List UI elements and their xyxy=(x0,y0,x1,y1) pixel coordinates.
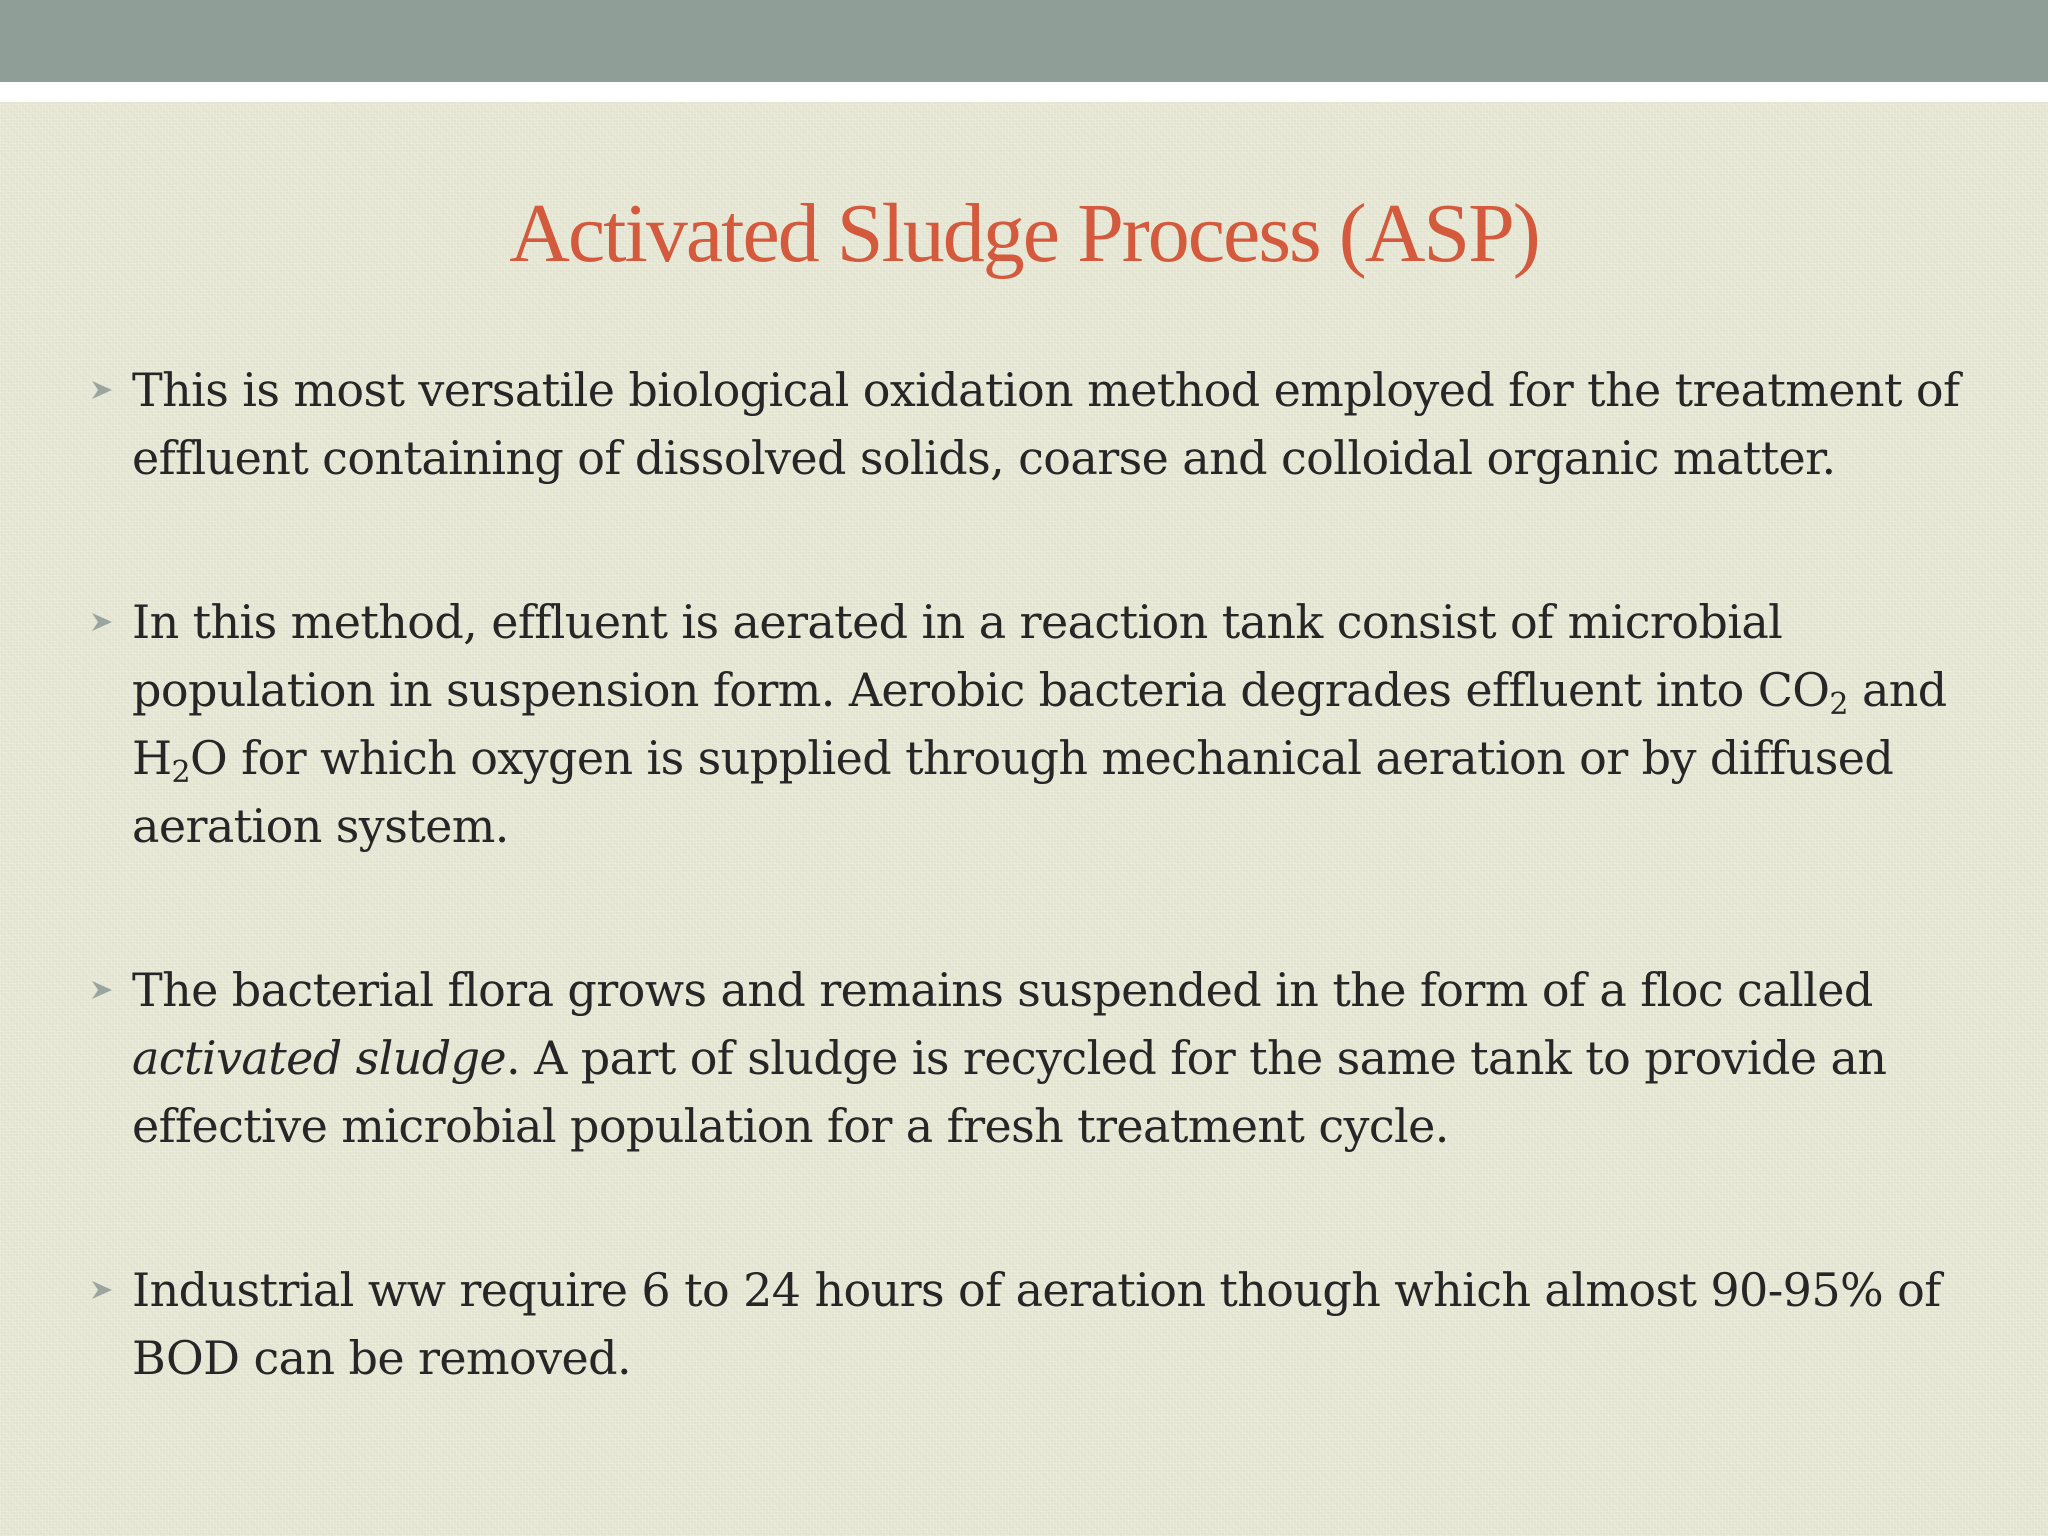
slide-title: Activated Sludge Process (ASP) xyxy=(509,187,1539,280)
header-divider xyxy=(0,82,2048,102)
arrowhead-bullet-icon xyxy=(90,610,114,634)
header-bar xyxy=(0,0,2048,82)
bullet-item-3 xyxy=(90,956,1990,1160)
bullet-text: This is most versatile biological oxidation method employed for the treatment of effluent containing of dissolved solids, coarse and colloidal organic matter. xyxy=(132,363,1960,485)
arrowhead-bullet-icon xyxy=(90,1278,114,1302)
bullet-text-part: O for which oxygen is supplied through mechanical aeration or by diffused aeration system. xyxy=(132,731,1894,853)
subscript-2: 2 xyxy=(171,755,191,790)
bullet-list xyxy=(90,356,1990,1392)
italic-term: activated sludge xyxy=(132,1031,507,1085)
bullet-text-part: In this method, effluent is aerated in a reaction tank consist of microbial population in suspension form. Aerobic bacteria degrades effluent into CO xyxy=(132,595,1830,717)
bullet-text-part: The bacterial flora grows and remains suspended in the form of a floc called xyxy=(132,963,1873,1017)
bullet-text-part: . A part of sludge is recycled for the same tank to provide an effective microbial population for a fresh treatment cycle. xyxy=(132,1031,1887,1153)
bullet-text-part: and H xyxy=(132,663,1947,785)
bullet-item-1 xyxy=(90,356,1990,492)
subscript-2: 2 xyxy=(1829,687,1848,722)
arrowhead-bullet-icon xyxy=(90,378,114,402)
bullet-item-2 xyxy=(90,588,1990,860)
bullet-item-4 xyxy=(90,1256,1990,1392)
bullet-text: Industrial ww require 6 to 24 hours of aeration though which almost 90-95% of BOD can be removed. xyxy=(132,1263,1941,1385)
arrowhead-bullet-icon xyxy=(90,978,114,1002)
